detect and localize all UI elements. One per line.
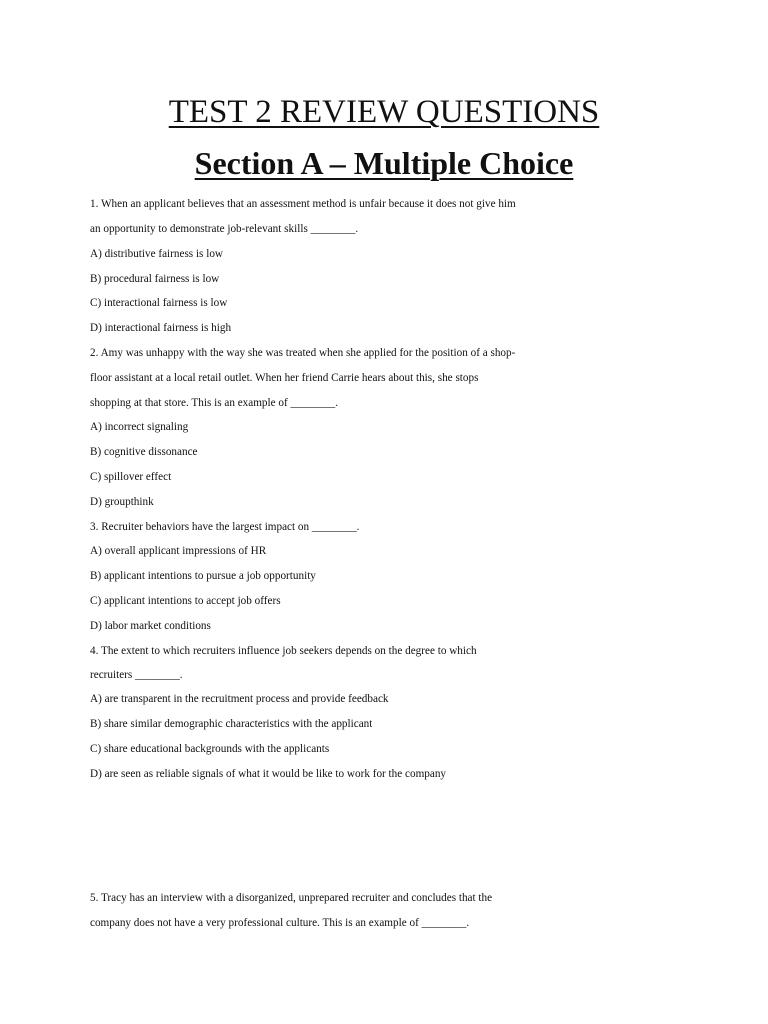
question-2-stem-line-2: floor assistant at a local retail outlet. When her friend Carrie hears about this, she stops: [90, 372, 479, 384]
section-heading: Section A – Multiple Choice: [194, 145, 574, 181]
question-3-option-b: B) applicant intentions to pursue a job opportunity: [90, 570, 316, 582]
question-2-option-c: C) spillover effect: [90, 471, 172, 483]
question-1-option-a: A) distributive fairness is low: [90, 248, 223, 260]
question-4-stem-line-1: 4. The extent to which recruiters influence job seekers depends on the degree to which: [90, 645, 477, 657]
question-3-option-d: D) labor market conditions: [90, 620, 211, 632]
question-3-option-c: C) applicant intentions to accept job offers: [90, 595, 281, 607]
question-2-option-b: B) cognitive dissonance: [90, 446, 198, 458]
question-3-stem-line-1: 3. Recruiter behaviors have the largest impact on ________.: [90, 521, 360, 533]
question-1-option-c: C) interactional fairness is low: [90, 297, 228, 309]
question-2-option-d: D) groupthink: [90, 496, 154, 508]
question-1-stem-line-1: 1. When an applicant believes that an assessment method is unfair because it does not give him: [90, 198, 516, 210]
question-5-stem-line-2: company does not have a very professional culture. This is an example of ________.: [90, 917, 470, 929]
question-1-option-d: D) interactional fairness is high: [90, 322, 232, 334]
question-4-option-d: D) are seen as reliable signals of what it would be like to work for the company: [90, 768, 447, 780]
question-4-option-b: B) share similar demographic characteristics with the applicant: [90, 718, 373, 730]
question-2-stem-line-1: 2. Amy was unhappy with the way she was treated when she applied for the position of a shop-: [90, 347, 516, 359]
question-4-option-c: C) share educational backgrounds with the applicants: [90, 743, 330, 755]
question-5-stem-line-1: 5. Tracy has an interview with a disorganized, unprepared recruiter and concludes that the: [90, 892, 493, 904]
question-2-option-a: A) incorrect signaling: [90, 421, 189, 433]
question-1-option-b: B) procedural fairness is low: [90, 273, 220, 285]
question-3-option-a: A) overall applicant impressions of HR: [90, 545, 267, 557]
question-1-stem-line-2: an opportunity to demonstrate job-relevant skills ________.: [90, 223, 359, 235]
question-2-stem-line-3: shopping at that store. This is an example of ________.: [90, 397, 339, 409]
question-4-option-a: A) are transparent in the recruitment process and provide feedback: [90, 693, 389, 705]
question-4-stem-line-2: recruiters ________.: [90, 669, 183, 681]
page-title: TEST 2 REVIEW QUESTIONS: [168, 94, 600, 130]
